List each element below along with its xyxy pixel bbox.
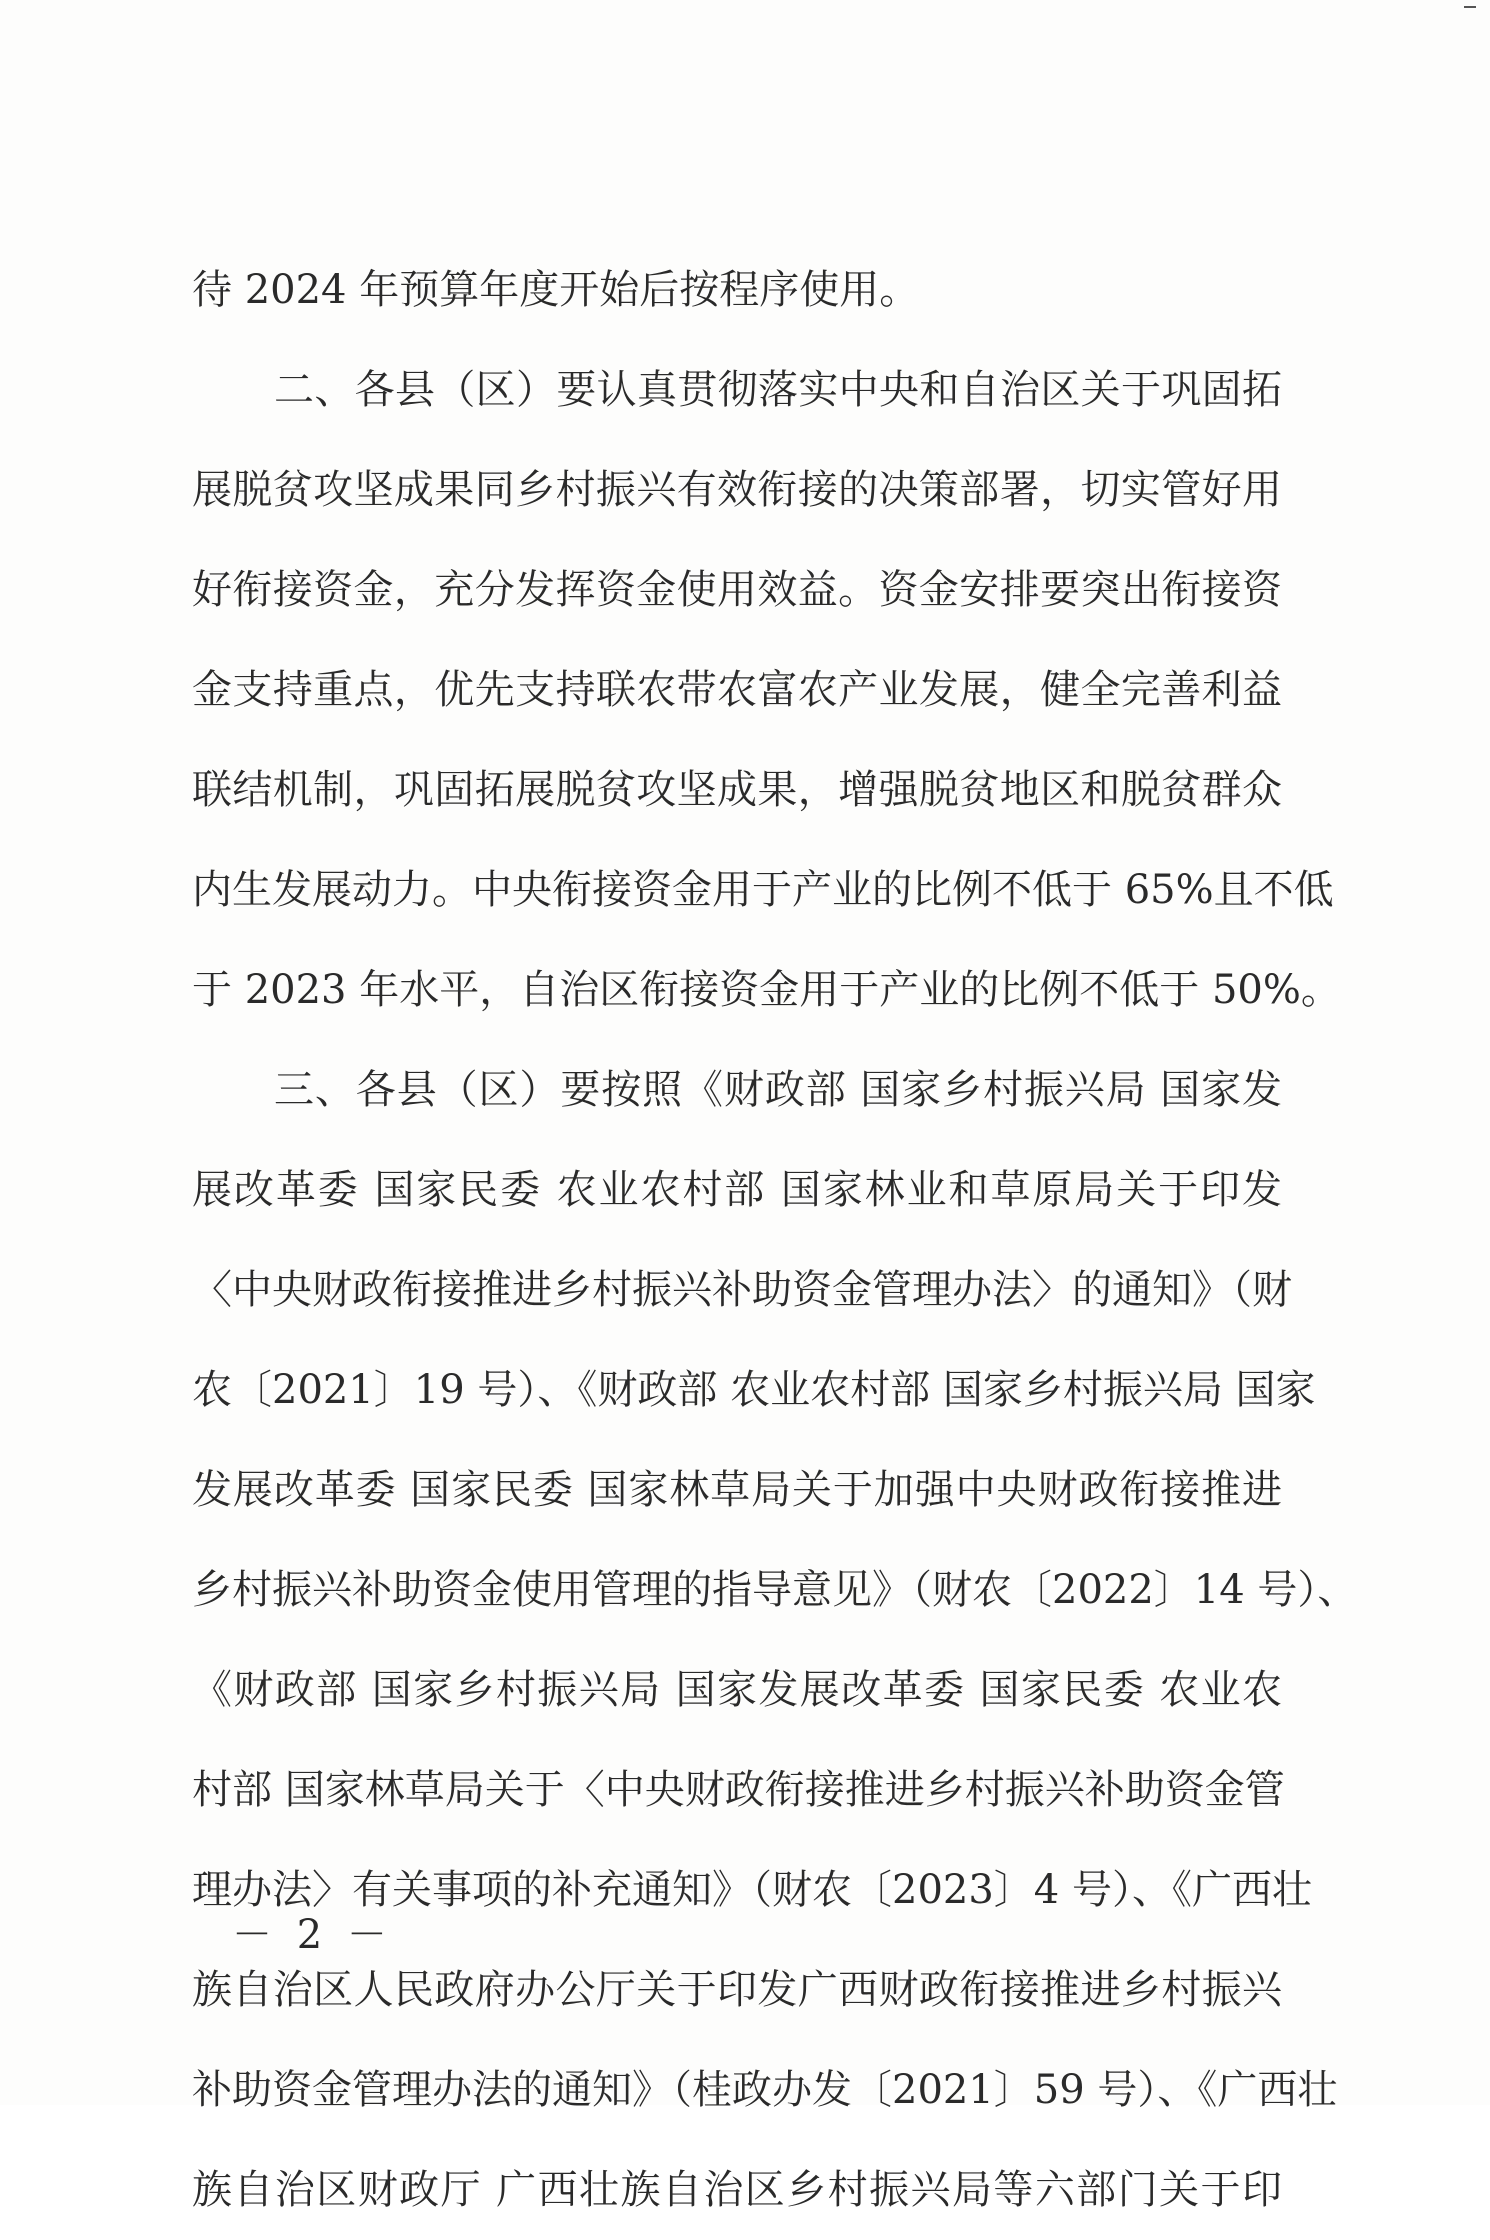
text-line: 三、各县（区）要按照《财政部 国家乡村振兴局 国家发 <box>274 1067 1282 1113</box>
text-line: 好衔接资金，充分发挥资金使用效益。资金安排要突出衔接资 <box>192 567 1282 613</box>
text-line: 内生发展动力。中央衔接资金用于产业的比例不低于 65%且不低 <box>192 867 1334 913</box>
page-number: － 2 － <box>232 1912 393 1958</box>
text-line: 族自治区人民政府办公厅关于印发广西财政衔接推进乡村振兴 <box>192 1967 1282 2013</box>
text-line: 乡村振兴补助资金使用管理的指导意见》（财农〔2022〕14 号）、 <box>192 1567 1358 1613</box>
text-line: 理办法〉有关事项的补充通知》（财农〔2023〕4 号）、《广西壮 <box>192 1867 1312 1913</box>
text-line: 发展改革委 国家民委 国家林草局关于加强中央财政衔接推进 <box>192 1467 1282 1513</box>
text-line: 联结机制，巩固拓展脱贫攻坚成果，增强脱贫地区和脱贫群众 <box>192 767 1282 813</box>
text-line: 族自治区财政厅 广西壮族自治区乡村振兴局等六部门关于印 <box>192 2167 1282 2213</box>
text-line: 村部 国家林草局关于〈中央财政衔接推进乡村振兴补助资金管 <box>192 1767 1285 1813</box>
text-line: 展脱贫攻坚成果同乡村振兴有效衔接的决策部署，切实管好用 <box>192 467 1282 513</box>
text-line: 《财政部 国家乡村振兴局 国家发展改革委 国家民委 农业农 <box>192 1667 1282 1713</box>
text-line: 展改革委 国家民委 农业农村部 国家林业和草原局关于印发 <box>192 1167 1282 1213</box>
text-line: 金支持重点，优先支持联农带农富农产业发展，健全完善利益 <box>192 667 1282 713</box>
text-line: 〈中央财政衔接推进乡村振兴补助资金管理办法〉的通知》（财 <box>192 1267 1292 1313</box>
text-line: 二、各县（区）要认真贯彻落实中央和自治区关于巩固拓 <box>274 367 1282 413</box>
text-line: 待 2024 年预算年度开始后按程序使用。 <box>192 267 920 313</box>
scan-corner-mark <box>1464 6 1476 8</box>
text-line: 补助资金管理办法的通知》（桂政办发〔2021〕59 号）、《广西壮 <box>192 2067 1338 2113</box>
text-line: 于 2023 年水平，自治区衔接资金用于产业的比例不低于 50%。 <box>192 967 1341 1013</box>
text-line: 农〔2021〕19 号）、《财政部 农业农村部 国家乡村振兴局 国家 <box>192 1367 1316 1413</box>
